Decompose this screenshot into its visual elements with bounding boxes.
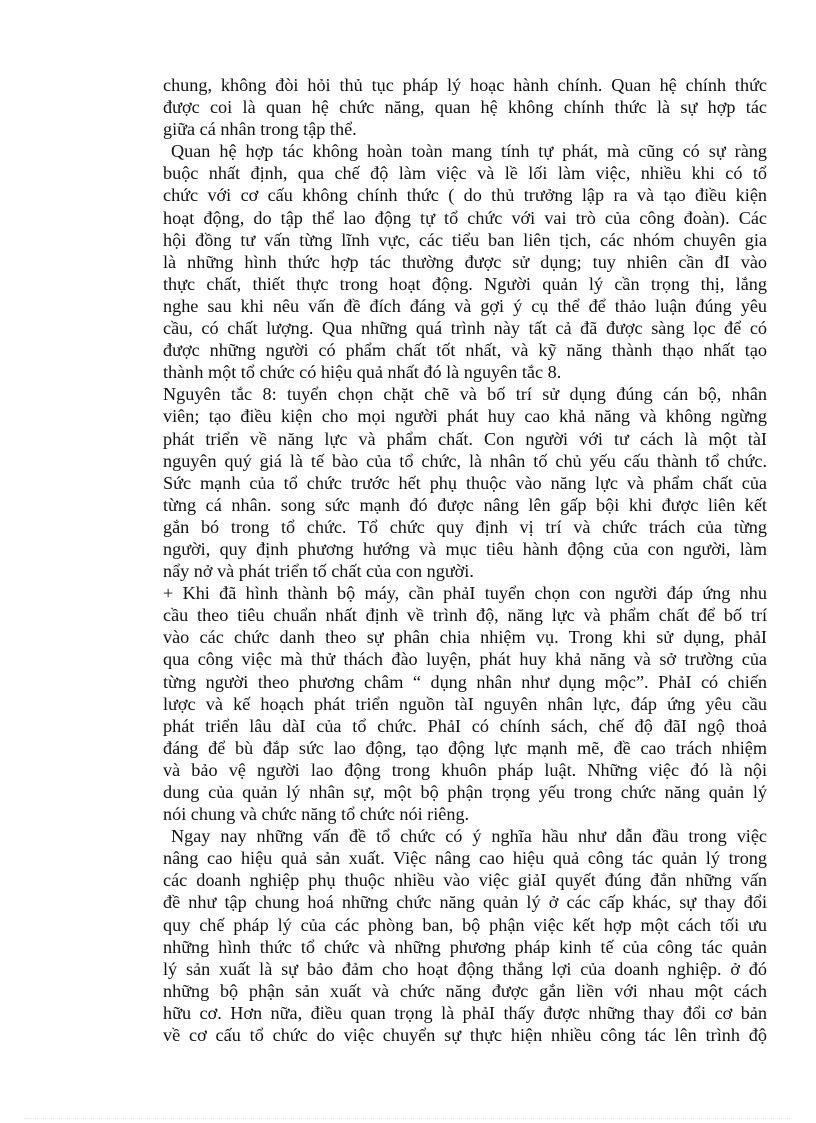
document-page [163, 74, 767, 1046]
text-line: cầu, có chất lượng. Qua những quá trình này tất cả đã được sàng lọc để có [163, 318, 767, 339]
text-line: về cơ cấu tổ chức do việc chuyển sự thực hiện nhiều công tác lên trình độ [163, 1025, 767, 1046]
text-line: đáng để bù đắp sức lao động, tạo động lực mạnh mẽ, đề cao trách nhiệm [163, 737, 767, 758]
text-line: dung của quản lý nhân sự, một bộ phận trọng yếu trong chức năng quản lý [163, 782, 767, 802]
body-paragraph [163, 140, 767, 383]
text-line: hội đồng tư vấn từng lĩnh vực, các tiểu ban liên tịch, các nhóm chuyên gia [163, 229, 767, 250]
text-line: lý sản xuất là sự bảo đảm cho hoạt động thắng lợi của doanh nghiệp. ở đó [163, 958, 767, 979]
text-line: được những người có phẩm chất tốt nhất, và kỹ năng thành thạo nhất tạo [163, 340, 767, 361]
page-bottom-rule [24, 1118, 792, 1119]
text-line: là những hình thức hợp tác thường được sử dụng; tuy nhiên cần đI vào [163, 251, 767, 272]
text-line: + Khi đã hình thành bộ máy, cần phảI tuyển chọn con người đáp ứng nhu [163, 583, 767, 604]
text-line: lược và kế hoạch phát triển nguồn tàI nguyên nhân lực, đáp ứng yêu cầu [163, 693, 767, 714]
text-line: chức với cơ cấu không chính thức ( do thủ trưởng lập ra và tạo điều kiện [163, 185, 767, 206]
text-line: hoạt động, do tập thể lao động tự tổ chức với vai trò của công đoàn). Các [163, 207, 767, 228]
text-line: và bảo vệ người lao động trong khuôn pháp luật. Những việc đó là nội [163, 759, 767, 780]
text-line: Quan hệ hợp tác không hoàn toàn mang tính tự phát, mà cũng có sự ràng [171, 141, 767, 162]
text-line: nâng cao hiệu quả sản xuất. Việc nâng cao hiệu quả công tác quản lý trong [163, 848, 767, 869]
text-line: giữa cá nhân trong tập thể. [163, 119, 357, 140]
text-line: chung, không đòi hỏi thủ tục pháp lý hoạc hành chính. Quan hệ chính thức [163, 75, 767, 95]
text-line: nói chung và chức năng tổ chức nói riêng. [163, 804, 470, 825]
text-line: từng người theo phương châm “ dụng nhân như dụng mộc”. PhảI có chiến [163, 671, 767, 692]
text-line: các doanh nghiệp phụ thuộc nhiều vào việc giảI quyết đúng đắn những vấn [163, 870, 767, 891]
body-paragraph [163, 74, 767, 140]
text-line: buộc nhất định, qua chế độ làm việc và lề lối làm việc, nhiều khi có tổ [163, 163, 767, 184]
text-line: Ngay nay những vấn đề tổ chức có ý nghĩa hầu như dẫn đầu trong việc [171, 826, 767, 847]
text-line: đề như tập chung hoá những chức năng quản lý ở các cấp khác, sự thay đổi [163, 892, 767, 913]
text-line: được coi là quan hệ chức năng, quan hệ không chính thức là sự hợp tác [163, 97, 767, 118]
text-line: thực chất, thiết thực trong hoạt động. Người quản lý cần trọng thị, lắng [163, 273, 767, 294]
text-line: phát triển về năng lực và phẩm chất. Con người với tư cách là một tàI [163, 428, 767, 449]
text-line: gắn bó trong tổ chức. Tổ chức quy định vị trí và chức trách của từng [163, 516, 767, 537]
text-line: những bộ phận sản xuất và chức năng được gắn liền với nhau một cách [163, 980, 767, 1001]
text-line: thành một tổ chức có hiệu quả nhất đó là nguyên tắc 8. [163, 362, 562, 383]
text-line: Sức mạnh của tổ chức trước hết phụ thuộc vào năng lực và phẩm chất của [163, 472, 767, 493]
text-line: Nguyên tắc 8: tuyển chọn chặt chẽ và bố trí sử dụng đúng cán bộ, nhân [163, 384, 767, 405]
body-paragraph [163, 825, 767, 1046]
text-line: phát triển lâu dàI của tổ chức. PhảI có chính sách, chế độ đãI ngộ thoả [163, 715, 767, 736]
text-line: người, quy định phương hướng và mục tiêu hành động của con người, làm [163, 538, 767, 559]
text-line: những hình thức tổ chức và những phương pháp kinh tế của công tác quản [163, 936, 767, 957]
text-line: viên; tạo điều kiện cho mọi người phát huy cao khả năng và không ngừng [163, 406, 767, 427]
text-line: từng cá nhân. song sức mạnh đó được nâng lên gấp bội khi được liên kết [163, 494, 767, 515]
text-line: qua công việc mà thử thách đào luyện, phát huy khả năng và sở trường của [163, 649, 767, 670]
text-line: nguyên quý giá là tế bào của tổ chức, là nhân tố chủ yếu cấu thành tổ chức. [163, 450, 767, 471]
body-paragraph [163, 383, 767, 582]
text-line: cầu theo tiêu chuẩn nhất định về trình độ, năng lực và phẩm chất để bố trí [163, 605, 767, 626]
text-line: nẩy nở và phát triển tố chất của con người. [163, 561, 474, 582]
text-line: quy chế pháp lý của các phòng ban, bộ phận việc kết hợp một cách tối ưu [163, 914, 767, 935]
body-paragraph [163, 582, 767, 825]
text-line: nghe sau khi nêu vấn đề đích đáng và gợi ý cụ thể để thảo luận đúng yêu [163, 295, 767, 316]
text-line: hữu cơ. Hơn nữa, điều quan trọng là phảI thấy được những thay đổi cơ bản [163, 1002, 767, 1023]
text-line: vào các chức danh theo sự phân chia nhiệm vụ. Trong khi sử dụng, phảI [163, 627, 767, 648]
